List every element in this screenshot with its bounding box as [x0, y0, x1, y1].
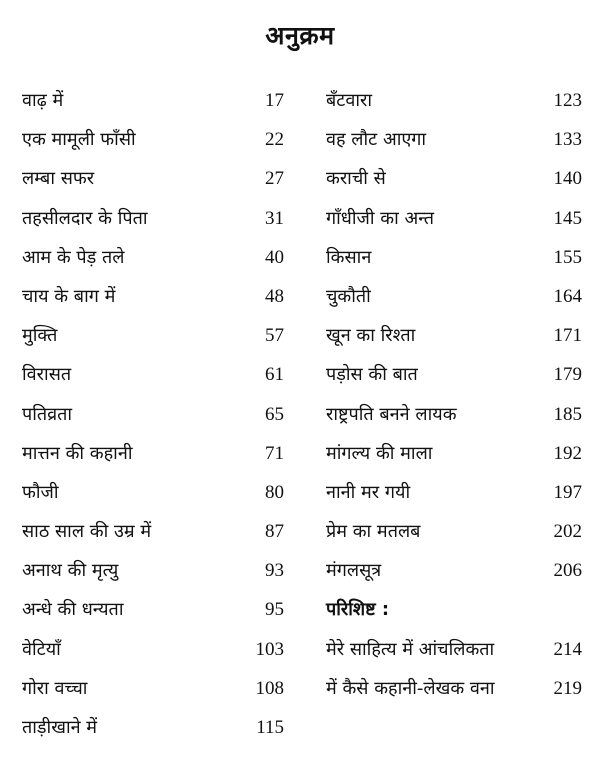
entry-page: 171: [553, 325, 582, 347]
entry-page: 202: [553, 521, 582, 543]
toc-entry: [22, 400, 284, 439]
toc-entry: [326, 478, 582, 517]
entry-title: चुकौती: [326, 285, 371, 307]
toc-entry: [326, 439, 582, 478]
toc-entry: [22, 674, 284, 713]
entry-title: वाढ़ में: [22, 90, 64, 111]
entry-page: 65: [265, 403, 284, 425]
toc-entry: [22, 125, 284, 164]
entry-page: 108: [255, 677, 284, 699]
entry-page: 140: [553, 168, 582, 190]
entry-page: 95: [265, 599, 284, 621]
entry-page: 17: [265, 90, 284, 111]
entry-title: वह लौट आएगा: [326, 129, 427, 151]
toc-entry: [326, 556, 582, 595]
toc-right-column: [326, 86, 582, 713]
entry-page: 80: [265, 481, 284, 503]
entry-title: पतिव्रता: [22, 403, 73, 425]
entry-title: मंगलसूत्र: [326, 560, 382, 582]
entry-title: मेरे साहित्य में आंचलिकता: [326, 638, 495, 660]
entry-title: में कैसे कहानी-लेखक वना: [326, 677, 495, 699]
toc-entry: [22, 86, 284, 125]
entry-page: 115: [256, 717, 284, 738]
page-title: अनुक्रम: [265, 21, 335, 50]
entry-page: 133: [553, 129, 582, 151]
entry-page: 27: [265, 168, 284, 190]
entry-title: नानी मर गयी: [326, 481, 411, 503]
toc-entry: [22, 517, 284, 556]
toc-entry: [326, 282, 582, 321]
entry-page: 93: [265, 560, 284, 582]
entry-page: 48: [265, 285, 284, 307]
entry-page: 206: [553, 560, 582, 582]
toc-entry: [326, 360, 582, 399]
toc-entry: [326, 86, 582, 125]
entry-title: ताड़ीखाने में: [22, 717, 98, 738]
entry-page: 57: [265, 325, 284, 347]
toc-entry: [22, 439, 284, 478]
entry-title: बँटवारा: [326, 90, 373, 111]
entry-title: मांगल्य की माला: [326, 442, 433, 464]
entry-title: खून का रिश्ता: [326, 325, 416, 347]
entry-title: प्रेम का मतलब: [326, 521, 421, 543]
entry-title: मात्तन की कहानी: [22, 442, 133, 464]
entry-page: 61: [265, 364, 284, 386]
toc-entry: [326, 243, 582, 282]
toc-entry: [22, 556, 284, 595]
toc-entry: [326, 125, 582, 164]
entry-page: 164: [553, 285, 582, 307]
appendix-heading: [326, 595, 582, 634]
entry-page: 22: [265, 129, 284, 151]
toc-entry: [326, 321, 582, 360]
toc-entry: [22, 282, 284, 321]
entry-page: 31: [265, 207, 284, 229]
entry-title: मुक्ति: [22, 325, 58, 347]
toc-entry: [22, 243, 284, 282]
entry-page: 40: [265, 246, 284, 268]
entry-title: फौजी: [22, 481, 59, 503]
toc-entry: [326, 164, 582, 203]
entry-title: राष्ट्रपति बनने लायक: [326, 403, 457, 425]
entry-page: 192: [553, 442, 582, 464]
entry-title: गोरा वच्चा: [22, 677, 88, 699]
entry-page: 103: [255, 638, 284, 660]
toc-entry: [22, 635, 284, 674]
toc-entry: [22, 595, 284, 634]
entry-title: अनाथ की मृत्यु: [22, 560, 119, 582]
toc-entry: [326, 204, 582, 243]
entry-page: 179: [553, 364, 582, 386]
toc-entry: [22, 164, 284, 203]
entry-page: 71: [265, 442, 284, 464]
entry-page: 155: [553, 246, 582, 268]
entry-title: गाँधीजी का अन्त: [326, 207, 435, 229]
entry-page: 87: [265, 521, 284, 543]
toc-entry: [22, 478, 284, 517]
entry-title: पड़ोस की बात: [326, 364, 418, 386]
entry-title: लम्बा सफर: [22, 168, 95, 190]
entry-page: 145: [553, 207, 582, 229]
entry-title: कराची से: [326, 168, 386, 190]
entry-title: परिशिष्ट :: [326, 599, 390, 621]
entry-title: वेटियाँ: [22, 638, 61, 660]
entry-page: 123: [553, 90, 582, 111]
toc-entry: [22, 204, 284, 243]
entry-title: अन्धे की धन्यता: [22, 599, 124, 621]
toc-entry: [326, 400, 582, 439]
entry-page: 197: [553, 481, 582, 503]
entry-title: किसान: [326, 246, 372, 268]
toc-entry: [326, 635, 582, 674]
entry-title: एक मामूली फाँसी: [22, 129, 136, 151]
toc-entry: [22, 713, 284, 752]
toc-entry: [22, 360, 284, 399]
toc-entry: [326, 674, 582, 713]
toc-entry: [326, 517, 582, 556]
entry-title: तहसीलदार के पिता: [22, 207, 148, 229]
toc-entry: [22, 321, 284, 360]
entry-page: 219: [553, 677, 582, 699]
entry-title: चाय के बाग में: [22, 285, 116, 307]
toc-left-column: [22, 86, 284, 752]
entry-page: 185: [553, 403, 582, 425]
entry-title: साठ साल की उम्र में: [22, 521, 152, 543]
entry-page: 214: [553, 638, 582, 660]
entry-title: आम के पेड़ तले: [22, 246, 125, 268]
entry-title: विरासत: [22, 364, 72, 386]
